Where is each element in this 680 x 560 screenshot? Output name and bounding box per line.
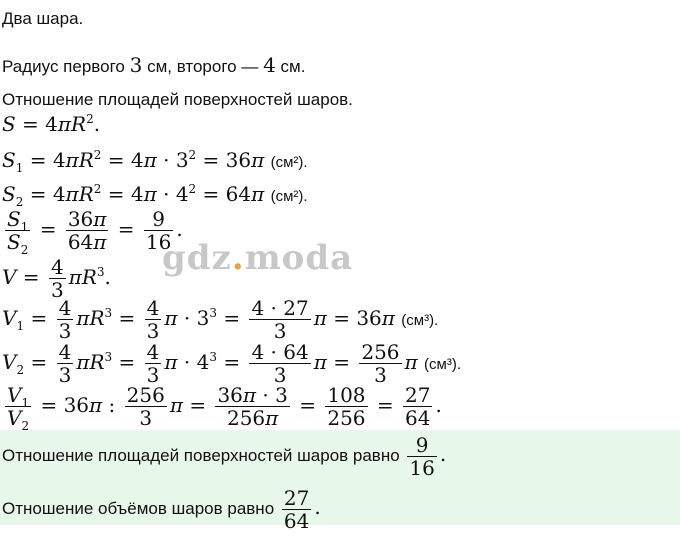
unit-area-2: (см²). — [270, 188, 308, 205]
formula-v2: $V_2$ = $\frac{4}{3}$ $\pi R^3$ = $\frac{4}{3}$ $\pi \cdot 4^3$ = $\frac{4 \cdot 64}{3}$ π = $\frac{256}{3}$ π (см³). — [2, 340, 462, 387]
answer-volume-fraction: $\frac{27}{64}$ — [283, 486, 310, 533]
given-prefix: Радиус первого — [2, 57, 125, 76]
formula-area: $S = 4\pi R^2$. — [2, 112, 101, 136]
formula-volume: V = $\frac{4}{3}$ $\pi R^3$. — [2, 255, 111, 302]
given-radii — [2, 55, 305, 75]
answer-volume-text: Отношение объёмов шаров равно — [2, 498, 275, 518]
problem-title: Два шара. — [2, 9, 84, 28]
watermark-logo: gdz.moda — [162, 238, 354, 278]
answer-area-text: Отношение площадей поверхностей шаров равно — [2, 445, 400, 465]
unit-volume-2: (см³). — [424, 356, 462, 373]
radius-first: 3 — [129, 53, 143, 77]
answer-volume: Отношение объёмов шаров равно $\frac{27}{64}$ . — [2, 486, 321, 533]
formula-area-ratio: $\frac{S_1}{S_2}$ = $\frac{36\pi}{64\pi}$ = $\frac{9}{16}$ . — [7, 207, 183, 257]
answer-area-fraction: $\frac{9}{16}$ — [409, 433, 435, 480]
formula-s2: $S_2 = 4\pi R^2 = 4\pi \cdot 4^2 = 64\pi$ (см²). — [2, 182, 308, 209]
formula-s1: $S_1 = 4\pi R^2 = 4\pi \cdot 3^2 = 36\pi$ (см²). — [2, 148, 308, 175]
unit-volume-1: (см³). — [401, 312, 439, 329]
formula-v1: $V_1$ = $\frac{4}{3}$ $\pi R^3$ = $\frac{4}{3}$ $\pi \cdot 3^3$ = $\frac{4 \cdot 27}{3}$ π = 36π (см³). — [2, 296, 439, 343]
answer-area: Отношение площадей поверхностей шаров равно $\frac{9}{16}$ . — [2, 433, 447, 480]
radius-second: 4 — [263, 53, 276, 77]
given-suffix: см. — [280, 57, 306, 76]
unit-area-1: (см²). — [270, 154, 308, 171]
formula-volume-ratio: $\frac{V_1}{V_2}$ = 36π : $\frac{256}{3}$ π = $\frac{36\pi \cdot 3}{256\pi}$ = $\frac{108}{256}$ = $\frac{27}{64}$ . — [7, 383, 442, 433]
area-heading: Отношение площадей поверхностей шаров. — [2, 90, 353, 109]
given-mid: см, второго — — [147, 57, 259, 76]
